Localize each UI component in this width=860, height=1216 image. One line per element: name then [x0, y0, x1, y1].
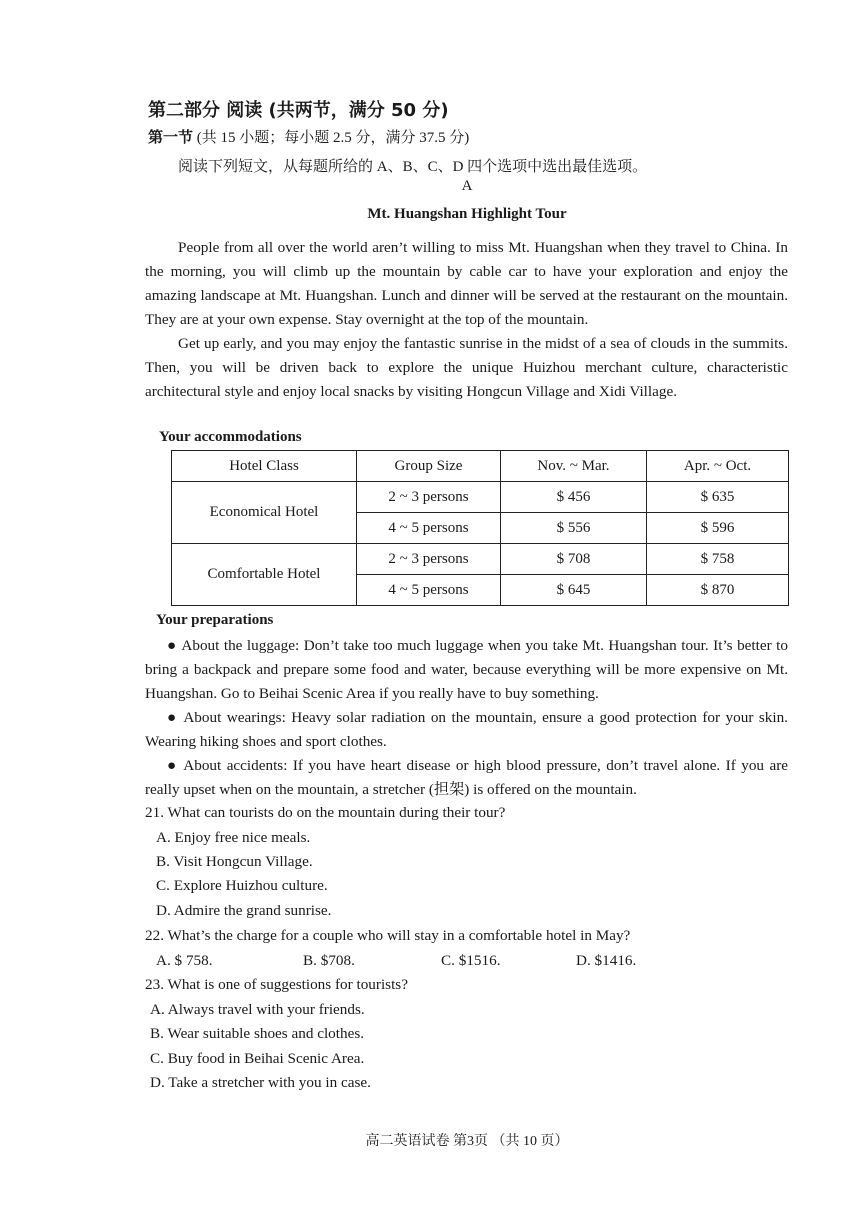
question-23-option-c: C. Buy food in Beihai Scenic Area.: [150, 1050, 365, 1067]
bullet-icon: ●: [167, 757, 184, 774]
passage-letter: A: [461, 178, 473, 194]
section-label: 第一节: [148, 128, 194, 146]
group-size-cell: 2 ~ 3 persons: [357, 544, 501, 575]
preparation-text: About accidents: If you have heart disease or high blood pressure, don’t travel alone. If you are really upset when on the mountain, a stretcher (担架) is offered on the mountain.: [145, 757, 788, 798]
table-header-row: [172, 451, 789, 482]
accommodations-heading: Your accommodations: [159, 429, 302, 445]
passage-paragraph-1: People from all over the world aren’t willing to miss Mt. Huangshan when they travel to China. In the morning, you will climb up the mountain by cable car to have your exploration and enjoy the amazing landscape at Mt. Huangshan. Lunch and dinner will be served at the restaurant on the mountain. They are at your own expense. Stay overnight at the top of the mountain.: [145, 239, 788, 328]
price-cell: $ 645: [501, 575, 647, 606]
preparation-item: [145, 634, 788, 706]
section-detail: (共 15 小题；每小题 2.5 分，满分 37.5 分): [193, 130, 470, 146]
price-cell: $ 556: [501, 513, 647, 544]
passage-paragraph-2: Get up early, and you may enjoy the fantastic sunrise in the midst of a sea of clouds in the summits. Then, you will be driven back to explore the unique Huizhou merchant culture, characteristic architectural style and enjoy local snacks by visiting Hongcun Village and Xidi Village.: [145, 335, 788, 400]
group-size-cell: 4 ~ 5 persons: [357, 575, 501, 606]
header-group-size: Group Size: [357, 451, 501, 482]
group-size-cell: 4 ~ 5 persons: [357, 513, 501, 544]
bullet-icon: ●: [167, 709, 184, 726]
section-title: [148, 126, 469, 147]
question-21-option-c: C. Explore Huizhou culture.: [156, 877, 328, 894]
hotel-class-cell: Comfortable Hotel: [172, 544, 357, 606]
passage-title: Mt. Huangshan Highlight Tour: [367, 206, 567, 222]
header-nov-mar: Nov. ~ Mar.: [501, 451, 647, 482]
page-footer: 高二英语试卷 第3页 （共 10 页）: [365, 1134, 569, 1149]
question-21-option-d: D. Admire the grand sunrise.: [156, 902, 332, 919]
preparations-heading: Your preparations: [156, 612, 274, 628]
question-22-option-b: B. $708.: [303, 952, 355, 969]
question-22-stem: 22. What’s the charge for a couple who will stay in a comfortable hotel in May?: [145, 927, 631, 944]
question-22-option-d: D. $1416.: [576, 952, 637, 969]
price-cell: $ 708: [501, 544, 647, 575]
preparation-text: About the luggage: Don’t take too much luggage when you take Mt. Huangshan tour. It’s better to bring a backpack and prepare some food and water, because everything will be more expensive on Mt. Huangshan. Go to Beihai Scenic Area if you really have to buy something.: [145, 637, 788, 702]
question-23-stem: 23. What is one of suggestions for tourists?: [145, 976, 408, 993]
table-row: [172, 482, 789, 513]
price-cell: $ 596: [647, 513, 789, 544]
hotel-class-cell: Economical Hotel: [172, 482, 357, 544]
price-cell: $ 758: [647, 544, 789, 575]
price-cell: $ 456: [501, 482, 647, 513]
question-21-option-a: A. Enjoy free nice meals.: [156, 829, 311, 846]
instruction: 阅读下列短文，从每题所给的 A、B、C、D 四个选项中选出最佳选项。: [178, 159, 648, 175]
preparation-text: About wearings: Heavy solar radiation on the mountain, ensure a good protection for your skin. Wearing hiking shoes and sport clothes.: [145, 709, 788, 750]
accommodations-table: [171, 450, 789, 606]
header-apr-oct: Apr. ~ Oct.: [647, 451, 789, 482]
question-23-option-d: D. Take a stretcher with you in case.: [150, 1074, 371, 1091]
part-title: 第二部分 阅读 (共两节，满分 50 分): [148, 100, 449, 121]
question-21-stem: 21. What can tourists do on the mountain during their tour?: [145, 804, 506, 821]
price-cell: $ 635: [647, 482, 789, 513]
preparation-item: [145, 754, 788, 802]
question-22-option-c: C. $1516.: [441, 952, 501, 969]
question-23-option-b: B. Wear suitable shoes and clothes.: [150, 1025, 365, 1042]
price-cell: $ 870: [647, 575, 789, 606]
group-size-cell: 2 ~ 3 persons: [357, 482, 501, 513]
header-hotel-class: Hotel Class: [172, 451, 357, 482]
preparation-item: [145, 706, 788, 754]
question-22-option-a: A. $ 758.: [156, 952, 213, 969]
question-23-option-a: A. Always travel with your friends.: [150, 1001, 365, 1018]
bullet-icon: ●: [167, 637, 182, 654]
table-row: [172, 544, 789, 575]
question-21-option-b: B. Visit Hongcun Village.: [156, 853, 313, 870]
